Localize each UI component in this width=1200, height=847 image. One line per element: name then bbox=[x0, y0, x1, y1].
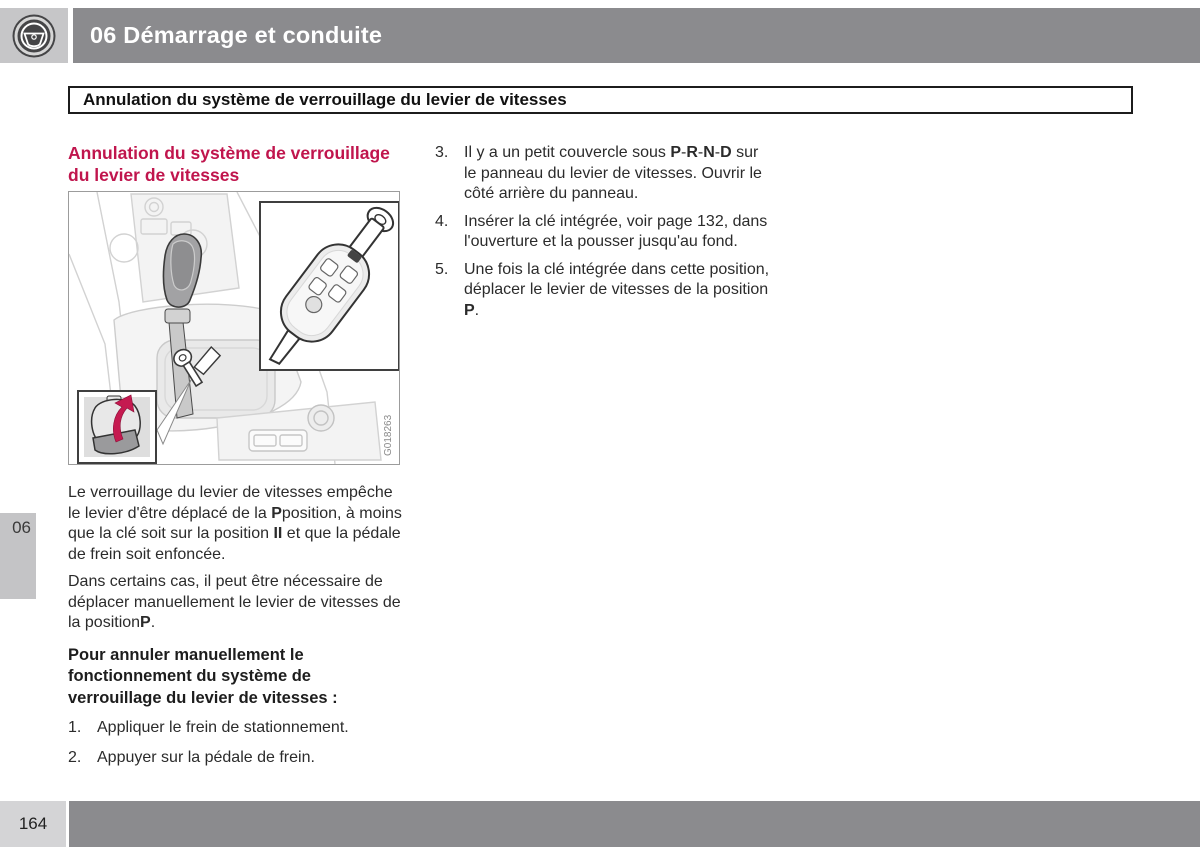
step-number: 1. bbox=[68, 719, 82, 736]
step-text: Appuyer sur la pédale de frein. bbox=[97, 748, 315, 766]
step-text: Une fois la clé intégrée dans cette position, déplacer le levier de vitesses de la position P. bbox=[464, 260, 770, 319]
footer-page-number: 164 bbox=[0, 801, 66, 847]
paragraph-manual-override: Dans certains cas, il peut être nécessaire de déplacer manuellement le levier de vitesses de la positionP. bbox=[68, 573, 401, 631]
step-item-5 bbox=[435, 260, 771, 322]
paragraph-lock-description: Le verrouillage du levier de vitesses empêche le levier d'être déplacé de la Pposition, à moins que la clé soit sur la position II et que la pédale de frein soit enfoncée. bbox=[68, 484, 402, 563]
section-tab-06: 06 bbox=[0, 513, 36, 599]
step-number: 5. bbox=[435, 260, 449, 278]
step-number: 2. bbox=[68, 748, 82, 766]
page-title: Annulation du système de verrouillage du levier de vitesses bbox=[83, 90, 567, 109]
chapter-icon-box bbox=[0, 8, 68, 63]
right-column bbox=[435, 143, 771, 328]
chapter-header-bar bbox=[73, 8, 1200, 63]
key-fob-inset bbox=[250, 194, 400, 379]
chapter-title: 06 Démarrage et conduite bbox=[90, 22, 383, 48]
step-item-3 bbox=[435, 143, 771, 205]
gear-lever-illustration bbox=[68, 191, 400, 465]
step-item-4 bbox=[435, 212, 771, 253]
step-text: Il y a un petit couvercle sous P-R-N-D sur le panneau du levier de vitesses. Ouvrir le côté arrière du panneau. bbox=[464, 144, 762, 202]
footer-bar bbox=[69, 801, 1200, 847]
step-item-1 bbox=[68, 718, 402, 739]
cover-inset bbox=[78, 391, 156, 463]
figure-code-label: G018263 bbox=[383, 414, 394, 456]
page-title-box bbox=[68, 86, 1133, 114]
procedure-subheading: Pour annuler manuellement le fonctionnement du système de verrouillage du levier de vitesses : bbox=[68, 645, 338, 707]
step-text: Appliquer le frein de stationnement. bbox=[97, 719, 349, 736]
step-number: 4. bbox=[435, 212, 449, 230]
step-text: Insérer la clé intégrée, voir page 132, dans l'ouverture et la pousser jusqu'au fond. bbox=[464, 212, 768, 250]
section-heading: Annulation du système de verrouillage du levier de vitesses bbox=[68, 143, 390, 185]
left-column bbox=[68, 143, 402, 768]
steering-wheel-icon bbox=[11, 13, 57, 59]
step-item-2 bbox=[68, 748, 402, 769]
step-number: 3. bbox=[435, 144, 449, 161]
